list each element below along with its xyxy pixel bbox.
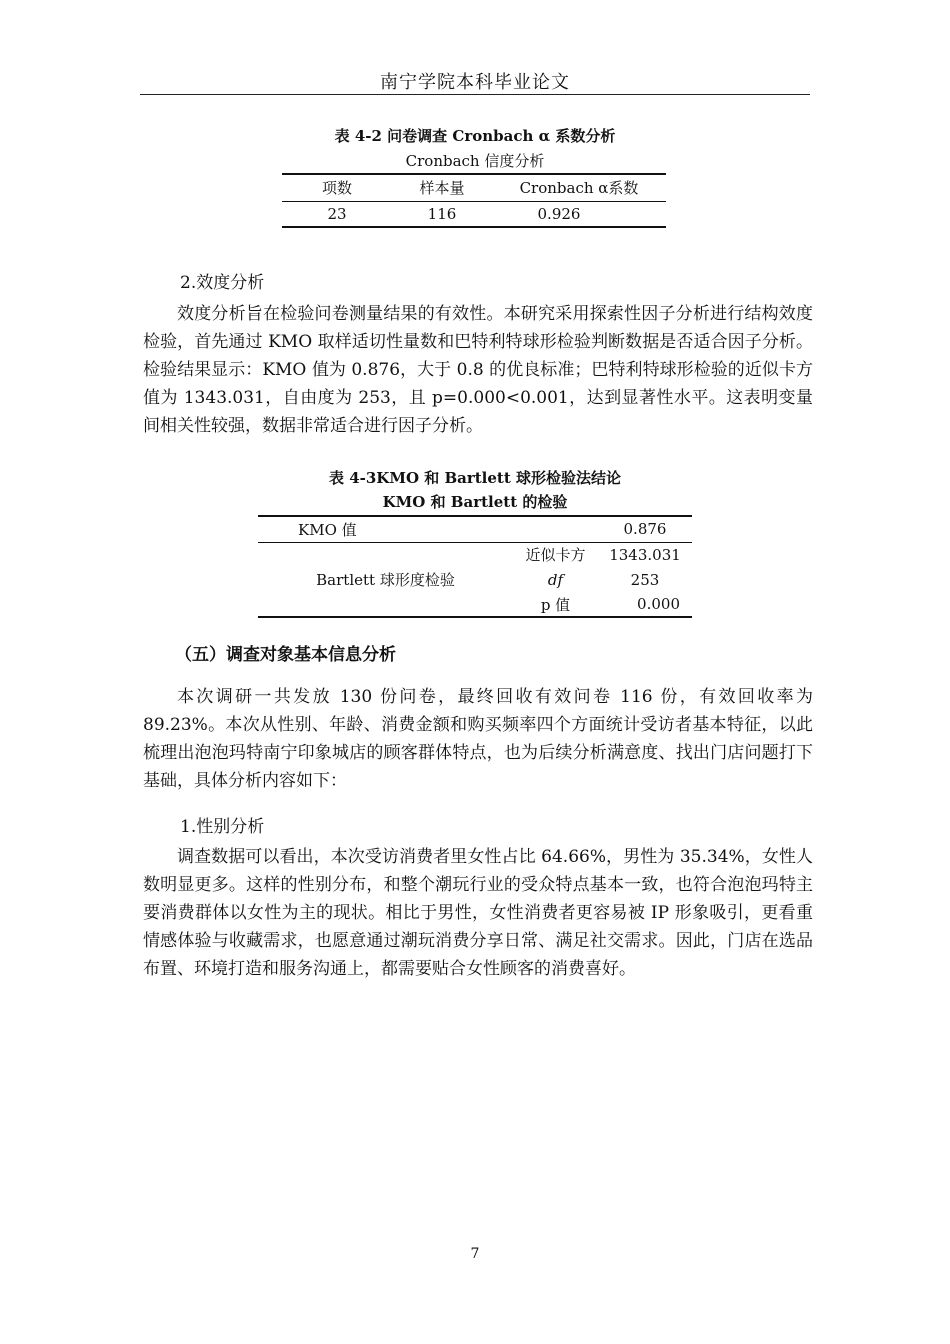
table-4-2: [282, 173, 666, 228]
page-number: 7: [470, 1246, 480, 1262]
section-5-heading: （五）调查对象基本信息分析: [175, 645, 396, 665]
table-4-2-caption: 表 4-2 问卷调查 Cronbach α 系数分析: [334, 127, 616, 145]
table-cell: 1343.031: [609, 545, 681, 564]
table-row: [282, 201, 666, 227]
table-cell: 116: [427, 204, 457, 223]
table-4-2-subtitle: Cronbach 信度分析: [405, 152, 545, 170]
table-row: [258, 542, 692, 567]
table-header-cell: Cronbach α系数: [519, 179, 639, 198]
table-header-cell: 样本量: [419, 179, 465, 198]
validity-heading: 2.效度分析: [180, 273, 265, 293]
table-4-3-subtitle: KMO 和 Bartlett 的检验: [382, 493, 568, 511]
table-4-3-caption: 表 4-3KMO 和 Bartlett 球形检验法结论: [328, 469, 622, 487]
table-4-3: [258, 515, 692, 618]
table-cell: df: [547, 570, 564, 589]
header-rule: [140, 94, 810, 95]
table-cell: 253: [630, 570, 660, 589]
bartlett-label: Bartlett 球形度检验: [316, 570, 455, 589]
gender-heading: 1.性别分析: [180, 817, 265, 837]
table-header-row: [282, 174, 666, 201]
page-header-title: 南宁学院本科毕业论文: [380, 72, 570, 93]
table-cell: 0.000: [637, 595, 680, 613]
validity-paragraph-text: 效度分析旨在检验问卷测量结果的有效性。本研究采用探索性因子分析进行结构效度检验，首先通过 KMO 取样适切性量数和巴特利特球形检验判断数据是否适合因子分析。检验结果显示：KMO 值为 0.876，大于 0.8 的优良标准；巴特利特球形检验的近似卡方值为 1343.031，自由度为 253，且 p=0.000<0.001，达到显著性水平。这表明变量间相关性较强，数据非常适合进行因子分析。: [143, 304, 813, 436]
validity-paragraph: [143, 300, 813, 440]
section-5-paragraph: [143, 683, 813, 795]
table-cell: 0.926: [537, 204, 581, 223]
table-row: [258, 516, 692, 542]
table-cell: p 值: [540, 595, 571, 614]
gender-paragraph-text: 调查数据可以看出，本次受访消费者里女性占比 64.66%，男性为 35.34%，女性人数明显更多。这样的性别分布，和整个潮玩行业的受众特点基本一致，也符合泡泡玛特主要消费群体以女性为主的现状。相比于男性，女性消费者更容易被 IP 形象吸引，更看重情感体验与收藏需求，也愿意通过潮玩消费分享日常、满足社交需求。因此，门店在选品布置、环境打造和服务沟通上，都需要贴合女性顾客的消费喜好。: [143, 847, 813, 979]
section-5-paragraph-text: 本次调研一共发放 130 份问卷，最终回收有效问卷 116 份，有效回收率为 89.23%。本次从性别、年龄、消费金额和购买频率四个方面统计受访者基本特征，以此梳理出泡泡玛特南宁印象城店的顾客群体特点，也为后续分析满意度、找出门店问题打下基础，具体分析内容如下：: [143, 687, 813, 791]
table-cell: 23: [327, 204, 347, 223]
gender-paragraph: [143, 843, 813, 983]
table-header-cell: 项数: [321, 179, 352, 198]
kmo-value: 0.876: [623, 520, 667, 539]
kmo-label: KMO 值: [298, 520, 357, 539]
table-cell: 近似卡方: [525, 546, 586, 565]
